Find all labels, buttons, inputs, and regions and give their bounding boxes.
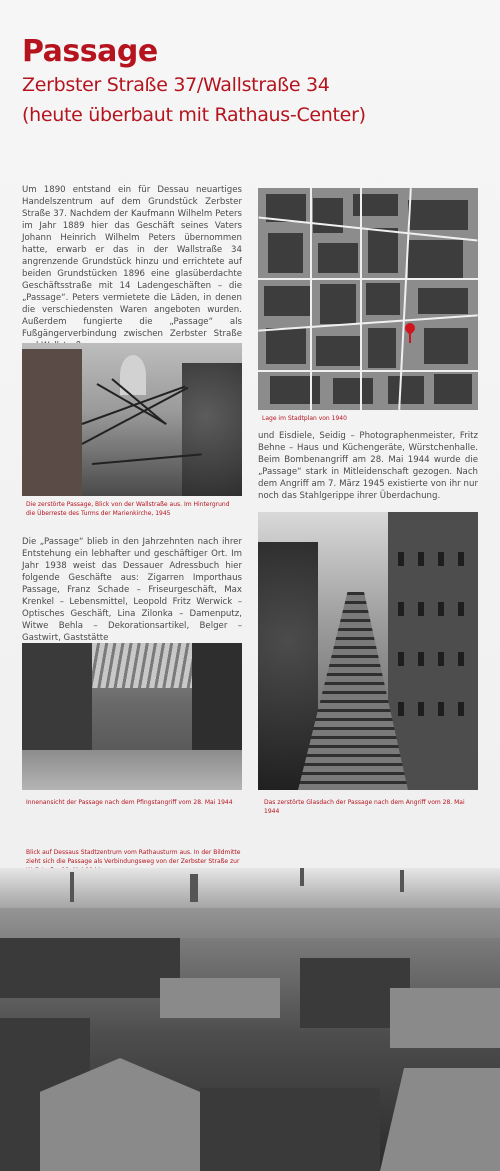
city-map-1940: [258, 188, 478, 410]
panorama-caption: Blick auf Dessaus Stadtzentrum vom Rathausturm aus. In der Bildmitte zieht sich die Passage als Verbindungsweg von der Zerbster Straße zur: [26, 849, 241, 865]
page-subtitle-address: Zerbster Straße 37/Wallstraße 34: [22, 74, 330, 96]
page-title: Passage: [22, 34, 158, 69]
body-paragraph-2: Die „Passage“ blieb in den Jahrzehnten nach ihrer Entstehung ein lebhafter und geschäftiger Ort. Im Jahr 1938 weist das Dessauer Adressbuch hier folgende Geschäfte aus: Zigarren Importhaus Passage, Franz Schade – Friseurgeschäft, Max Krenkel – Lebensmittel, Leopold Fritz Werwick – Optisches Geschäft, Lina Zilonka – Damenputz, Witwe Behla – Dekorationsartikel, Belger – Gastwirt, Gaststätte: [22, 537, 242, 643]
map-caption: Lage im Stadtplan von 1940: [262, 415, 347, 422]
body-paragraph-3: und Eisdiele, Seidig – Photographenmeister, Fritz Behne – Haus und Küchengeräte, Würstchenhalle. Beim Bombenangriff am 28. Mai 1944 wurde die „Passage“ stark in Mitleidenschaft gezogen. Nach dem Angriff am 7. März 1945 existierte von ihr nur noch das Stahlgerippe ihrer Überdachung.: [258, 431, 478, 501]
photo2-caption: Innenansicht der Passage nach dem Pfingstangriff vom 28. Mai 1944: [26, 799, 233, 806]
photo-passage-interior-1944: [22, 643, 242, 790]
body-paragraph-1: Um 1890 entstand ein für Dessau neuartiges Handelszentrum auf dem Grundstück Zerbster Straße 37. Nachdem der Kaufmann Wilhelm Peters im Jahr 1889 hier das Geschäft seines Vaters Johann Heinrich Wilhelm Peters übernommen hatte, erwarb er das in der Wallstraße 34 angrenzende Grundstück hinzu und errichtete auf beiden Grundstücken 1896 eine glasüberdachte Geschäftsstraße mit 14 Ladengeschäften – die „Passage“. Peters vermietete die Läden, in denen die verschiedensten Waren angeboten wurden. Außerdem fungierte die „Passage“ als Fußgängerverbindung zwischen Zerbster Straße: [22, 185, 242, 339]
photo3-caption: Das zerstörte Glasdach der Passage nach dem Angriff vom 28. Mai 1944: [264, 799, 465, 815]
photo-destroyed-passage-1945: [22, 343, 242, 496]
photo-city-center-panorama-1944: [0, 868, 500, 1171]
photo-destroyed-glass-roof-1944: [258, 512, 478, 790]
page-subtitle-note: (heute überbaut mit Rathaus-Center): [22, 104, 366, 126]
photo1-caption: Die zerstörte Passage, Blick von der Wallstraße aus. Im Hintergrund die Überreste des Turms der Marienkirche, 1945: [26, 501, 230, 517]
